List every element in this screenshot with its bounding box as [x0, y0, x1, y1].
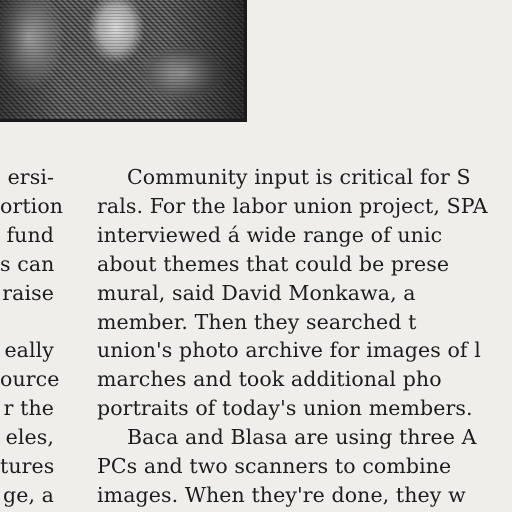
left-line: ge, a [2, 482, 54, 507]
body-line: union's photo archive for images of l [97, 338, 481, 363]
left-line: r the [3, 396, 54, 421]
newspaper-photo [0, 0, 247, 122]
left-line: fund [6, 222, 54, 247]
body-line: marches and took additional pho [97, 367, 442, 392]
paragraph-gap [0, 308, 54, 337]
body-line: about themes that could be prese [97, 251, 450, 276]
body-line: interviewed á wide range of unic [97, 222, 443, 247]
left-line: ersi- [7, 165, 54, 189]
left-line: raise [2, 280, 54, 305]
left-line: eally [4, 338, 54, 363]
body-line: member. Then they searched t [97, 309, 417, 334]
paragraph-first-line: Community input is critical for S [127, 165, 471, 189]
right-column-text [97, 163, 512, 510]
left-line: ource [0, 367, 60, 392]
left-line: s can [0, 251, 55, 276]
left-column-text [0, 163, 64, 510]
body-line: images. When they're done, they w [97, 482, 466, 507]
left-line: ortion [0, 193, 64, 218]
body-line: mural, said David Monkawa, a [97, 280, 416, 305]
body-line: rals. For the labor union project, SPA [97, 193, 488, 218]
left-line: tures [0, 454, 55, 479]
body-line: portraits of today's union members. [97, 396, 473, 421]
left-line: eles, [5, 425, 54, 450]
paragraph-first-line: Baca and Blasa are using three A [127, 425, 477, 450]
body-line: PCs and two scanners to combine [97, 454, 452, 479]
